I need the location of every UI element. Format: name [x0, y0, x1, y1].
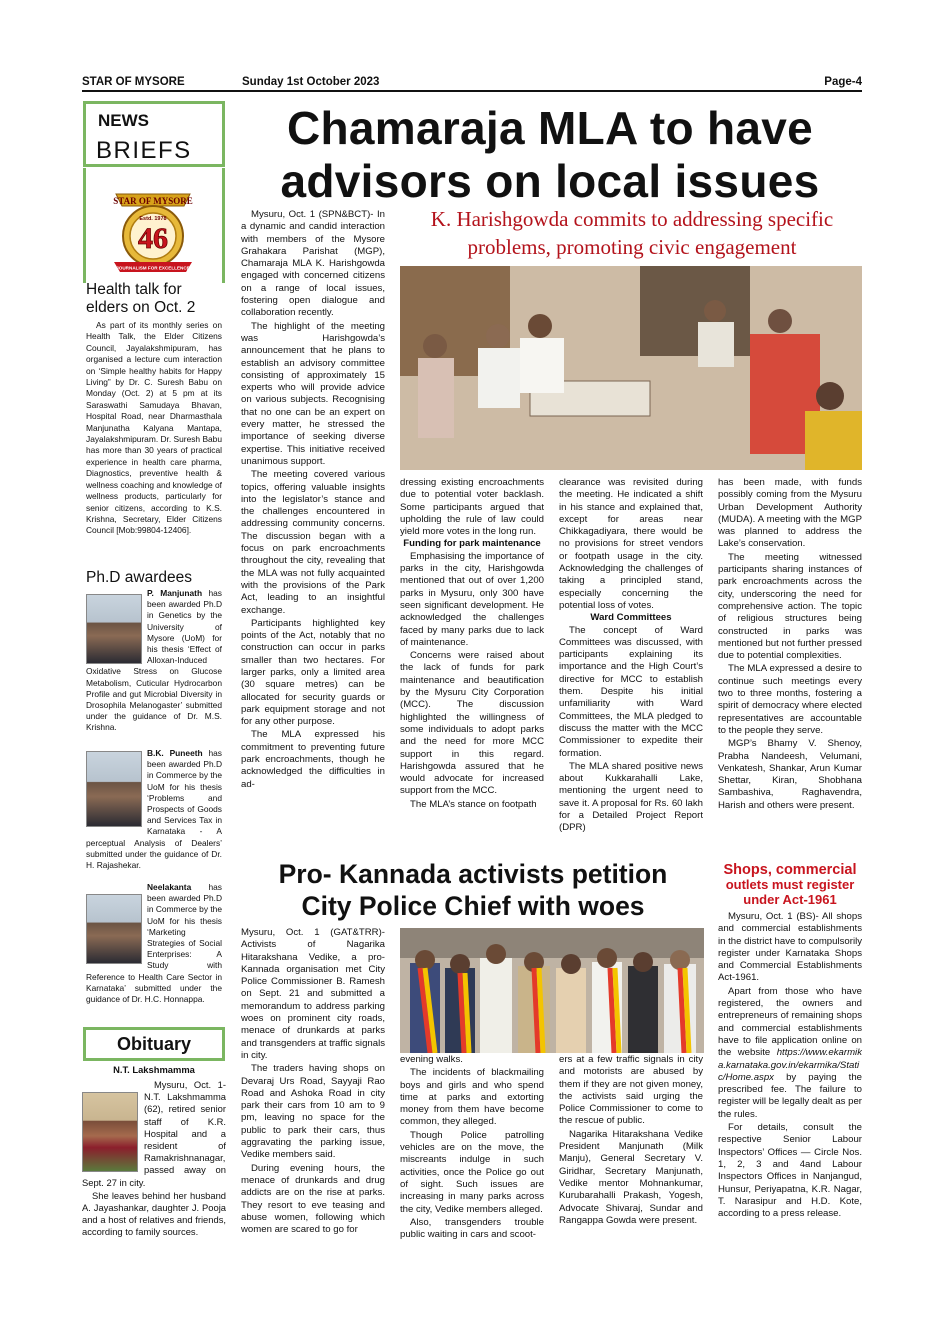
shops-p3: For details, consult the respective Senior Labour Inspectors’ Offices — Circle Nos. 1, 2, 3 and 4and Labour Inspectors Offices in Nanjangud, Hunsur, Periyapatna, K.R. Nagar, T. Narasipur and H.D. Kote, according to a press release. — [718, 1122, 862, 1220]
lead-col4-p1: has been made, with funds possibly coming from the Mysuru Urban Development Authority (MUDA). A meeting with the MGP was planned to address the Lake’s conservation. — [718, 477, 862, 550]
shops-headline-line2: outlets must register — [725, 877, 855, 892]
shops-headline-line3: under Act-1961 — [743, 892, 837, 907]
health-talk-headline: Health talk for elders on Oct. 2 — [86, 281, 196, 316]
lead-col4-p2: The meeting witnessed participants sharing instances of park encroachments across the city, underscoring the need for comprehensive action. The topic of religious structures being constructed in parks was mentioned but not further pressed due to potential complexities. — [718, 551, 862, 662]
lead-headline — [236, 100, 864, 206]
lead-col-4 — [718, 477, 862, 855]
paper-name: STAR OF MYSORE — [82, 76, 185, 88]
phd-block-3 — [86, 882, 222, 1005]
phd-text-2: has been awarded Ph.D in Commerce by the UoM for his thesis ‘Problems and Prospects of Goods and Services Tax in Karnataka - A perceptual Analysis of Dealers’ submitted under the guidance of Dr. H. Rajashekar. — [86, 748, 222, 871]
obituary-headline: Obituary — [116, 1034, 191, 1054]
shops-column — [718, 911, 862, 1263]
lead-col1-p4: Participants highlighted key points of the Act, notably that no construction can occur in parks smaller than two hectares. For larger parks, only a limited area (30 square metres) can be allocated for security guards or park equipment storage and not for any other purpose. — [241, 617, 385, 728]
lead-subhead — [400, 205, 864, 261]
masthead — [82, 74, 862, 92]
lead-col2-p4: The MLA’s stance on footpath — [410, 798, 537, 810]
page-number: Page-4 — [824, 76, 862, 88]
lead-col2-p1: dressing existing encroachments due to potential voter backlash. Some participants argued that upholding the rule of law could yield more votes in the long run. — [400, 477, 544, 538]
lead-col3-p3: The MLA shared positive news about Kukkarahalli Lake, mentioning the urgent need to save it. A proposal for Rs. 60 lakh for a Detailed Project Report (DPR) — [559, 760, 703, 834]
lead-subhead-line2: problems, promoting civic engagement — [467, 235, 797, 259]
sidebar-rule-right — [222, 168, 225, 283]
health-talk-body: As part of its monthly series on Health Talk, the Elder Citizens Council, Jayalakshmipuram, has organised a lecture cum interaction on ‘Simple healthy habits for Happy Living” by Dr. C. Suresh Babu on Monday (Oct. 2) at 5 pm at its Saraswathi Samudaya Bhavan, Hospital Road, near Dharmasthala Manjunatha Kalyana Mantapa, Jayalakshmipuram. Dr. Suresh Babu has more than 30 years of practical experience in health care pharma, Diagnostics, preventive health & wellness coaching and knowledge of wellness products, particularly for senior citizens, according to K.S. Krishna, Secretary, Elder Citizens Council [Mob:99804-12406]. — [86, 320, 222, 536]
shops-p2 — [718, 986, 862, 1121]
lead-col1-p2: The highlight of the meeting was Harishgowda’s announcement that he plans to establish an advisory committee consisting of approximately 15 experts who will provide advice on various subjects. Recognising that no one can be an expert on every matter, he stressed the importance of seeking diverse expertise. This initiative received unanimous support. — [241, 320, 385, 467]
lead-col3-p1: clearance was revisited during the meeting. He indicated a shift in his stance and explained that, except for areas near Chikkagadiyara, there would be no provisions for street vendors or footpath usage in the city. Acknowledging the challenges of taking a principled stand, especially concerning the potential loss of votes. — [559, 477, 703, 611]
obituary-body — [82, 1079, 226, 1239]
sidebar-rule — [83, 168, 86, 283]
phd-name-2: B.K. Puneeth — [147, 748, 203, 758]
lead-col2-subhead: Funding for park maintenance — [403, 538, 541, 550]
shops-headline-line1: Shops, commercial — [723, 862, 857, 878]
lead-col-3 — [559, 477, 703, 855]
logo-estd: Estd. 1978 — [139, 216, 167, 222]
lead-headline-line1: Chamaraja MLA to have — [286, 102, 814, 154]
lead-col3-p2: The concept of Ward Committees was discussed, with participants explaining its importance and the High Court’s directive for MCC to establish them. Despite his initial unfamiliarity with Ward Committees, the MLA pledged to discuss the matter with the MCC Commissioner to expedite their formation. — [559, 624, 703, 759]
kannada-col1-p1: Mysuru, Oct. 1 (GAT&TRR)- Activists of Nagarika Hitarakshana Vedike, a pro-Kannada organisation met City Police Commissioner B. Ramesh on Sept. 21 and submitted a memorandum to address parking woes on prominent city roads, menace of drunkards at parks and transgenders at traffic signals in city. — [241, 927, 385, 1061]
shops-p1: Mysuru, Oct. 1 (BS)- All shops and commercial establishments in the district have to compulsorily register under Karnataka Shops and Commercial Establishments Act-1961. — [718, 911, 862, 984]
lead-col4-p4: MGP’s Bhamy V. Shenoy, Prabha Nandeesh, Velumani, Venkatesh, Shankar, Arun Kumar Shettar, Kiran, Shobhana Sambashiva, Raghavendra, Harish and others were present. — [718, 738, 862, 811]
kannada-col2-p2: The incidents of blackmailing boys and girls and who spend time at parks and extorting money from them have become common, they alleged. — [400, 1067, 544, 1128]
obituary-p2: She leaves behind her husband A. Jayashankar, daughter J. Pooja and a host of relatives and friends, according to family sources. — [82, 1189, 226, 1238]
logo-top-text: STAR OF MYSORE — [113, 196, 193, 206]
obituary-name: N.T. Lakshmamma — [113, 1064, 195, 1075]
phd-headline: Ph.D awardees — [86, 569, 192, 586]
kannada-col2-p3: Though Police patrolling vehicles are on the move, the miscreants indulge in such activities, once the Police go out of sight. Such issues are increasing in many parks across the city, Vedike members alleged. — [400, 1129, 544, 1215]
phd-name-3: Neelakanta — [147, 882, 192, 892]
logo-number: 46 — [138, 222, 168, 255]
kannada-col3-p1: ers at a few traffic signals in city and motorists are abused by them if they are not given money, the activists said urging the Police Commissioner to come to the rescue of public. — [559, 1054, 703, 1127]
obituary-p1: Mysuru, Oct. 1- N.T. Lakshmamma (62), retired senior staff of K.R. Hospital and a resident of Ramakrishnanagar, passed away on Sept. 27 in city. — [82, 1079, 226, 1188]
lead-col-1 — [241, 209, 385, 859]
phd-text-3: has been awarded Ph.D in Commerce by the UoM for his thesis ‘Marketing Strategies of Social Enterprises: A Study with Reference to Health Care Sector in Karnataka’ submitted under the guidance of Dr. H.C. Honnappa. — [86, 882, 222, 1005]
lead-col4-p3: The MLA expressed a desire to continue such meetings every two to three months, fostering a spirit of democracy where elected representatives are accountable to the people they serve. — [718, 663, 862, 736]
obituary-photo — [82, 1092, 138, 1172]
kannada-col-3 — [559, 1054, 703, 1274]
logo-bottom-text: JOURNALISM FOR EXCELLENCE — [116, 265, 190, 271]
phd-block-1 — [86, 588, 222, 734]
kannada-headline-line1: Pro- Kannada activists petition — [278, 859, 668, 889]
lead-col1-p3: The meeting covered various topics, offering valuable insights into the legislator’s stance and the challenges encountered in addressing community concerns. The discussion began with a focus on park encroachments throughout the city, revealing that the MLA was not fully acquainted with the provisions of the Park Act, leading to an insightful exchange. — [241, 469, 385, 616]
kannada-col1-p2: The traders having shops on Devaraj Urs Road, Sayyaji Rao Road and Ashoka Road in city park their cars from 10 am to 9 pm, leaving no space for the public to park their cars, thus aggravating the parking issue, Vedike members said. — [241, 1063, 385, 1161]
obituary-box — [83, 1027, 225, 1061]
news-briefs-title-top: NEWS — [98, 111, 149, 130]
lead-col1-p1: Mysuru, Oct. 1 (SPN&BCT)- In a dynamic and candid interaction with members of the Mysore Grahakara Parishat (MGP), Chamaraja MLA K. Harishgowda engaged with concerned citizens on a range of local issues, fostering open dialogue and collaboration recently. — [241, 209, 385, 319]
lead-col2-p2: Emphasising the importance of parks in the city, Harishgowda mentioned that out of over 1,200 parks in Mysuru, only 300 have seen significant development. He acknowledged the challenges faced by many parks due to lack of maintenance. — [400, 550, 544, 648]
lead-headline-line2: advisors on local issues — [280, 155, 820, 207]
phd-photo-neelakanta — [86, 894, 142, 964]
news-briefs-box — [83, 101, 225, 167]
phd-block-2 — [86, 748, 222, 871]
news-briefs-title-bottom: BRIEFS — [96, 137, 192, 164]
shops-p2-a: Apart from those who have registered, the owners and entrepreneurs of remaining shops and commercial establishments have to file application online on the website — [718, 985, 862, 1059]
issue-date: Sunday 1st October 2023 — [242, 76, 380, 88]
kannada-headline — [236, 858, 710, 922]
ekarmika-link[interactable]: https://www.ekarmika.karnataka.gov.in/ekarmika/Static/Home.aspx — [718, 1047, 862, 1083]
phd-text-1: has been awarded Ph.D in Genetics by the University of Mysore (UoM) for his thesis ‘Effect of Alloxan-Induced Oxidative Stress on Glucose Metabolism, Cuticular Hydrocarbon Profile and gut Microbial Diversity in Drosophila Melanogaster’ submitted under the guidance of Dr. M.S. Krishna. — [86, 588, 222, 733]
kannada-col-1 — [241, 927, 385, 1273]
phd-name-1: P. Manjunath — [147, 588, 203, 598]
kannada-col-2 — [400, 1054, 544, 1274]
kannada-col2-p1: evening walks. — [400, 1054, 463, 1065]
shops-headline — [716, 862, 864, 907]
kannada-col1-p3: During evening hours, the menace of drunkards and drug addicts are on the rise at parks. They resort to eve teasing and abuse women, following which women are scared to go for — [241, 1162, 385, 1236]
kannada-col2-p4: Also, transgenders trouble public waiting in cars and scoot- — [400, 1216, 544, 1241]
kannada-col3-p2: Nagarika Hitarakshana Vedike President Manjunath (Milk Manju), General Secretary V. Giridhar, Secretary Manjunath, Vedike mentor Mohnankumar, Kurubarahalli Prakash, Yogesh, Advocate Shivaraj, Sundar and Rangappa Gowda were present. — [559, 1128, 703, 1226]
anniversary-logo — [108, 176, 198, 278]
lead-photo-meeting — [400, 266, 862, 470]
phd-photo-puneeth — [86, 751, 142, 827]
kannada-headline-line2: City Police Chief with woes — [301, 891, 645, 921]
lead-col2-p3: Concerns were raised about the lack of funds for park maintenance and beautification by the Mysuru City Corporation (MCC). The discussion highlighted the willingness of some individuals to adopt parks and the need for more MCC support in this regard. Harishgowda assured that he would advocate for increased support from the MCC. — [400, 650, 544, 797]
lead-subhead-line1: K. Harishgowda commits to addressing specific — [430, 207, 834, 231]
kannada-photo-petition — [400, 928, 704, 1053]
lead-col3-subhead: Ward Committees — [590, 612, 672, 624]
lead-col1-p5: The MLA expressed his commitment to preventing future park encroachments, though he acknowledged the difficulties in ad- — [241, 729, 385, 790]
phd-photo-manjunath — [86, 594, 142, 664]
shops-p2-b: by paying the prescribed fee. The failure to register will be legally dealt as per the rules. — [718, 1071, 862, 1120]
lead-col-2 — [400, 477, 544, 855]
